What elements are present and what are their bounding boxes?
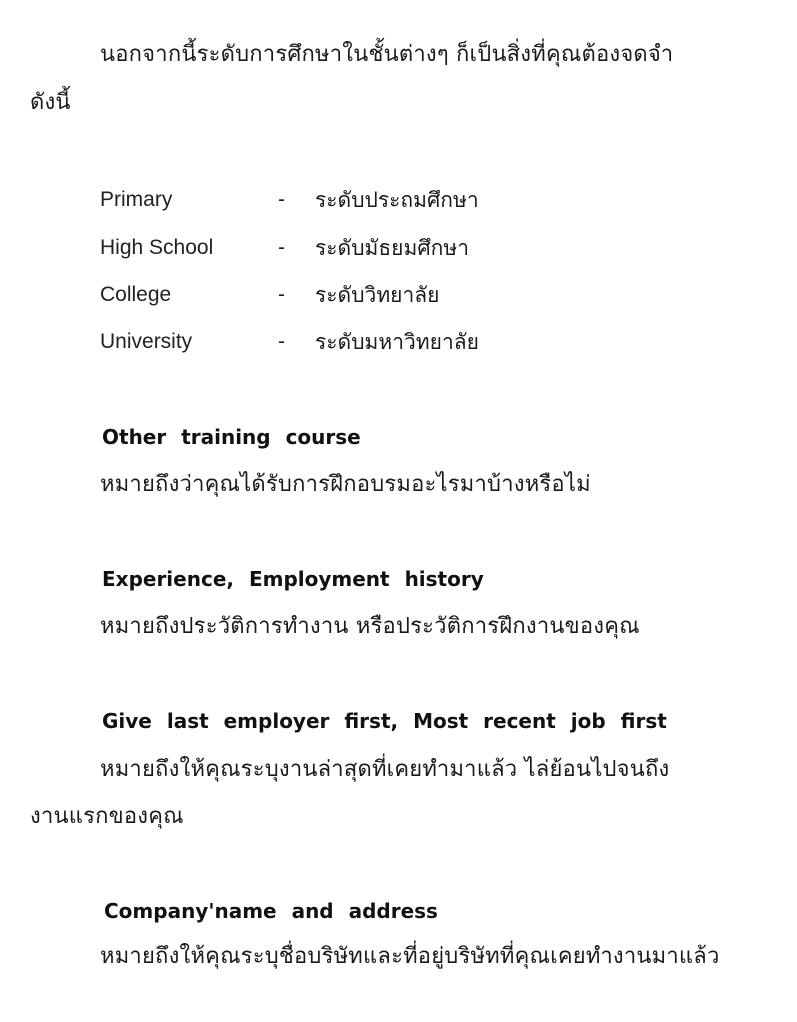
education-term: University xyxy=(100,330,193,353)
section-heading: Other training course xyxy=(102,425,361,449)
education-definition: ระดับวิทยาลัย xyxy=(315,283,440,307)
education-definition: ระดับมหาวิทยาลัย xyxy=(315,330,479,354)
term-dash: - xyxy=(278,236,285,259)
education-level-row xyxy=(100,327,700,359)
education-level-row xyxy=(100,280,700,312)
section-text: หมายถึงประวัติการทำงาน หรือประวัติการฝึกงานของคุณ xyxy=(100,614,640,639)
section-text: หมายถึงให้คุณระบุชื่อบริษัทและที่อยู่บริษัทที่คุณเคยทำงานมาแล้ว xyxy=(100,944,720,969)
intro-line-2: ดังนี้ xyxy=(30,90,71,115)
education-term: High School xyxy=(100,236,214,259)
intro-line-1: นอกจากนี้ระดับการศึกษาในชั้นต่างๆ ก็เป็นสิ่งที่คุณต้องจดจำ xyxy=(100,42,674,67)
term-dash: - xyxy=(278,330,285,353)
education-term: Primary xyxy=(100,188,173,211)
term-dash: - xyxy=(278,188,285,211)
section-text: หมายถึงให้คุณระบุงานล่าสุดที่เคยทำมาแล้ว ไล่ย้อนไปจนถึง xyxy=(100,757,670,782)
term-dash: - xyxy=(278,283,285,306)
section-heading: Experience, Employment history xyxy=(102,567,484,591)
section-text: งานแรกของคุณ xyxy=(30,804,184,829)
section-heading: Company'name and address xyxy=(104,899,438,923)
education-definition: ระดับประถมศึกษา xyxy=(315,188,479,212)
education-level-row xyxy=(100,233,700,265)
section-heading: Give last employer first, Most recent job first xyxy=(102,709,667,733)
education-level-row xyxy=(100,185,700,217)
education-definition: ระดับมัธยมศึกษา xyxy=(315,236,470,260)
education-term: College xyxy=(100,283,172,306)
section-text: หมายถึงว่าคุณได้รับการฝึกอบรมอะไรมาบ้างหรือไม่ xyxy=(100,472,591,497)
